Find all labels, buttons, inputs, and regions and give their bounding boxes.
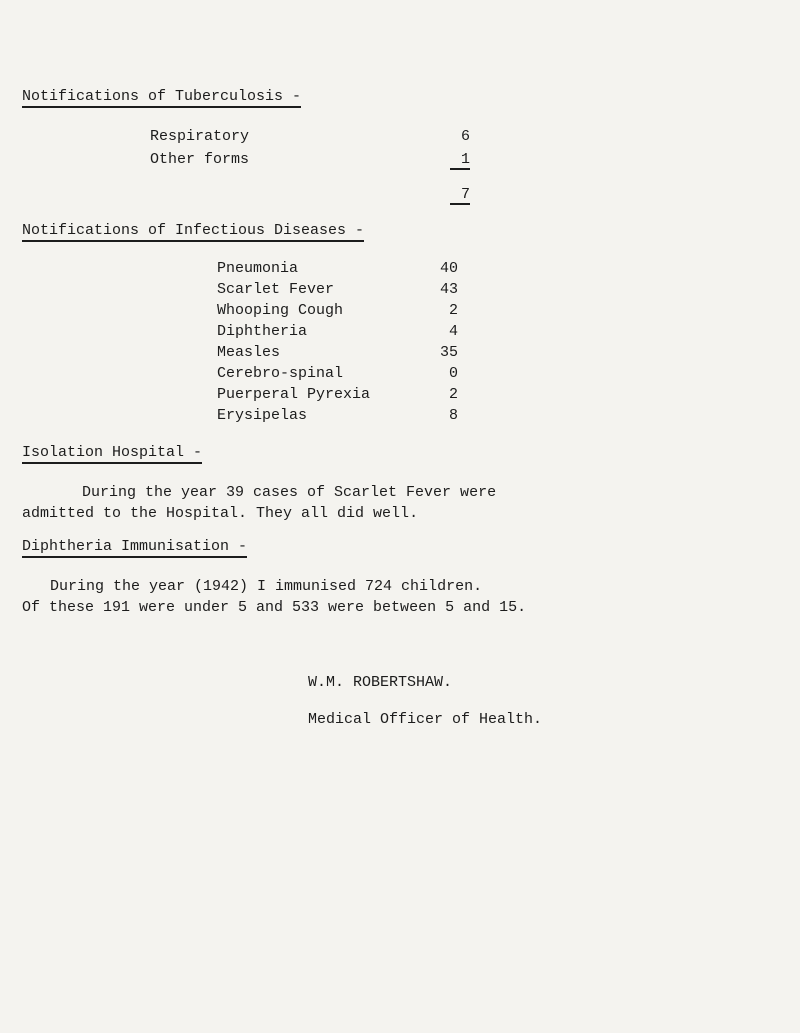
tb-total-value: 7 xyxy=(450,186,470,205)
disease-label: Measles xyxy=(217,344,281,361)
tb-value: 6 xyxy=(460,128,470,145)
disease-value: 43 xyxy=(439,281,458,298)
immunisation-text-line2: Of these 191 were under 5 and 533 were between 5 and 15. xyxy=(22,599,527,616)
disease-label: Scarlet Fever xyxy=(217,281,335,298)
isolation-heading: Isolation Hospital - xyxy=(22,444,202,461)
disease-label: Diphtheria xyxy=(217,323,308,340)
tb-label: Respiratory xyxy=(150,128,250,145)
disease-label: Erysipelas xyxy=(217,407,308,424)
disease-value: 4 xyxy=(448,323,458,340)
disease-value: 2 xyxy=(448,386,458,403)
infectious-heading: Notifications of Infectious Diseases - xyxy=(22,222,364,239)
signature-title: Medical Officer of Health. xyxy=(308,711,543,728)
disease-label: Cerebro-spinal xyxy=(217,365,344,382)
disease-value: 2 xyxy=(448,302,458,319)
immunisation-text-line1: During the year (1942) I immunised 724 children. xyxy=(50,578,483,595)
tb-value: 1 xyxy=(450,151,470,170)
disease-value: 35 xyxy=(439,344,458,361)
tb-label: Other forms xyxy=(150,151,250,168)
immunisation-heading: Diphtheria Immunisation - xyxy=(22,538,247,555)
disease-label: Whooping Cough xyxy=(217,302,344,319)
disease-value: 40 xyxy=(439,260,458,277)
isolation-text-line1: During the year 39 cases of Scarlet Fever were xyxy=(82,484,497,501)
disease-value: 8 xyxy=(448,407,458,424)
disease-label: Pneumonia xyxy=(217,260,299,277)
isolation-text-line2: admitted to the Hospital. They all did well. xyxy=(22,505,419,522)
disease-value: 0 xyxy=(448,365,458,382)
tuberculosis-heading: Notifications of Tuberculosis - xyxy=(22,88,301,105)
disease-label: Puerperal Pyrexia xyxy=(217,386,371,403)
signature-name: W.M. ROBERTSHAW. xyxy=(308,674,453,691)
